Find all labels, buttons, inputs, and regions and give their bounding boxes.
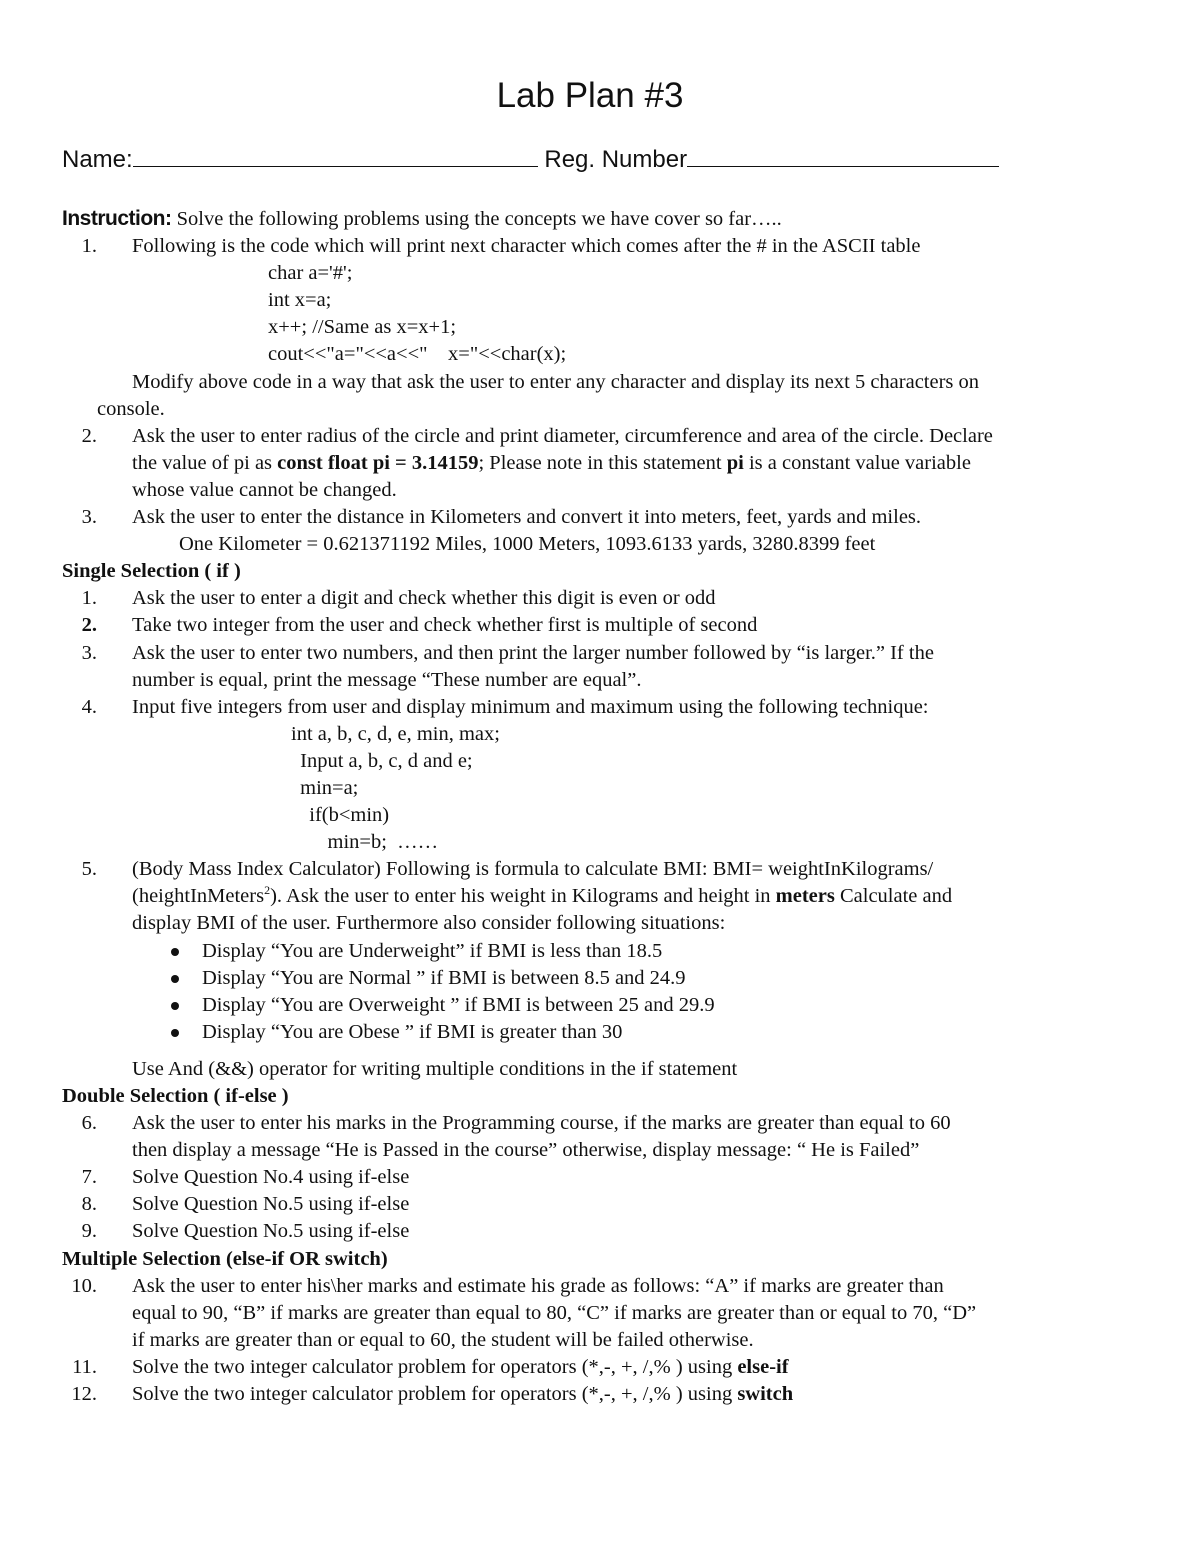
modify-text-line2: console. [97,397,165,420]
list-item [62,1273,1137,1300]
item-text: Ask the user to enter two numbers, and then print the larger number followed by “is larger.” If the [132,641,934,664]
item-number: 8. [81,1193,97,1216]
page-title: Lab Plan #3 [496,76,684,115]
list-item [62,612,1137,639]
item-text: Following is the code which will print next character which comes after the # in the ASCII table [132,235,921,258]
item-continuation: equal to 90, “B” if marks are greater than equal to 80, “C” if marks are greater than or equal to 70, “D” [132,1301,977,1324]
item-number: 1. [81,235,97,258]
code-line: int x=a; [268,289,332,312]
bullet-text: Display “You are Obese ” if BMI is greater than 30 [202,1020,623,1043]
name-reg-row [62,144,999,174]
list-item [62,856,1137,883]
bold-term: switch [737,1383,794,1406]
section-heading-multiple: Multiple Selection (else-if OR switch) [62,1247,388,1270]
item-text: (Body Mass Index Calculator) Following is formula to calculate BMI: BMI= weightInKilograms/ [132,858,934,881]
item-number: 3. [81,641,97,664]
item-number: 2. [81,614,97,637]
superscript: 2 [264,883,271,898]
bold-term: else-if [737,1355,789,1378]
document-body [62,205,1137,1408]
bold-term: pi [726,451,744,474]
item-text: Solve Question No.5 using if-else [132,1193,410,1216]
item-continuation [62,450,1137,477]
code-line: Input a, b, c, d and e; [295,749,473,772]
reg-number-blank [687,144,999,167]
bullet-text: Display “You are Overweight ” if BMI is between 25 and 29.9 [202,993,715,1016]
item-number: 4. [81,695,97,718]
list-item [62,640,1137,667]
item-text: Ask the user to enter radius of the circle and print diameter, circumference and area of the circle. Declare [132,424,993,447]
code-line: cout<<"a="<<a<<" x="<<char(x); [268,343,567,366]
item-text: Take two integer from the user and check whether first is multiple of second [132,614,758,637]
bullet-icon [167,965,202,992]
bullet-icon [167,938,202,965]
conversion-line: One Kilometer = 0.621371192 Miles, 1000 Meters, 1093.6133 yards, 3280.8399 feet [179,533,876,556]
item-continuation: number is equal, print the message “These number are equal”. [132,668,642,691]
list-item [62,1164,1137,1191]
text-run: ; Please note in this statement [478,451,727,474]
item-number: 1. [81,587,97,610]
item-number: 3. [81,506,97,529]
bullet-item [62,1019,1137,1046]
bold-term: meters [775,885,835,908]
item-text: Ask the user to enter the distance in Kilometers and convert it into meters, feet, yards and miles. [132,506,922,529]
list-item [62,585,1137,612]
bullet-icon [167,1019,202,1046]
item-text [132,1354,1137,1381]
item-number: 11. [72,1355,97,1378]
text-run: ). Ask the user to enter his weight in Kilograms and height in [270,885,776,908]
section-heading-single: Single Selection ( if ) [62,560,241,583]
item-text: Input five integers from user and display minimum and maximum using the following technique: [132,695,929,718]
text-run: is a constant value variable [743,451,971,474]
section-heading-double: Double Selection ( if-else ) [62,1085,289,1107]
code-line: char a='#'; [268,262,353,285]
item-continuation: if marks are greater than or equal to 60, the student will be failed otherwise. [132,1328,754,1351]
bullet-text: Display “You are Normal ” if BMI is between 8.5 and 24.9 [202,966,686,989]
item-continuation [62,883,1137,910]
list-item [62,1110,1137,1137]
bullet-item [62,992,1137,1019]
text-run: Calculate and [834,885,953,908]
item-text [132,1381,1137,1408]
code-line: if(b<min) [299,804,390,827]
modify-text-line1: Modify above code in a way that ask the user to enter any character and display its next 5 characters on [132,370,980,393]
item-number: 9. [81,1220,97,1243]
bold-code: const float pi = 3.14159 [277,451,479,474]
list-item [62,1218,1137,1245]
instruction-text: Solve the following problems using the concepts we have cover so far….. [176,208,782,230]
instruction-line [62,205,1137,233]
bullet-item [62,938,1137,965]
reg-number-label: Reg. Number [544,146,688,173]
text-run: the value of pi as [132,451,278,474]
item-text: Solve Question No.4 using if-else [132,1166,410,1189]
bullet-icon [167,992,202,1019]
list-item [62,1354,1137,1381]
bullet-item [62,965,1137,992]
text-run: Solve the two integer calculator problem for operators (*,-, +, /,% ) using [132,1355,738,1378]
operator-note: Use And (&&) operator for writing multiple conditions in the if statement [132,1057,738,1080]
bullet-text: Display “You are Underweight” if BMI is less than 18.5 [202,939,663,962]
item-continuation: then display a message “He is Passed in the course” otherwise, display message: “ He is Failed” [132,1139,920,1162]
item-text: Ask the user to enter a digit and check whether this digit is even or odd [132,587,716,610]
item-number: 2. [81,424,97,447]
instruction-label: Instruction: [62,207,172,230]
list-item [62,1381,1137,1408]
name-blank [133,144,538,167]
item-text: Ask the user to enter his\her marks and estimate his grade as follows: “A” if marks are greater than [132,1274,944,1297]
list-item [62,1191,1137,1218]
item-number: 10. [71,1274,97,1297]
code-line: int a, b, c, d, e, min, max; [291,722,500,745]
list-item-q2 [62,423,1137,450]
item-number: 5. [81,858,97,881]
name-label: Name: [62,146,133,173]
list-item-q3 [62,504,1137,531]
list-item-q1 [62,233,1137,260]
code-line: min=a; [295,776,359,799]
item-text: Ask the user to enter his marks in the Programming course, if the marks are greater than equal to 60 [132,1112,951,1135]
code-line: x++; //Same as x=x+1; [268,316,457,339]
item-number: 6. [81,1112,97,1135]
item-number: 12. [71,1383,97,1406]
item-text: Solve Question No.5 using if-else [132,1220,410,1243]
text-run: (heightInMeters [132,885,265,908]
item-continuation: whose value cannot be changed. [132,478,397,501]
list-item [62,694,1137,721]
item-number: 7. [81,1166,97,1189]
code-line: min=b; …… [307,831,439,854]
text-run: Solve the two integer calculator problem for operators (*,-, +, /,% ) using [132,1383,738,1406]
item-continuation: display BMI of the user. Furthermore also consider following situations: [132,912,726,935]
